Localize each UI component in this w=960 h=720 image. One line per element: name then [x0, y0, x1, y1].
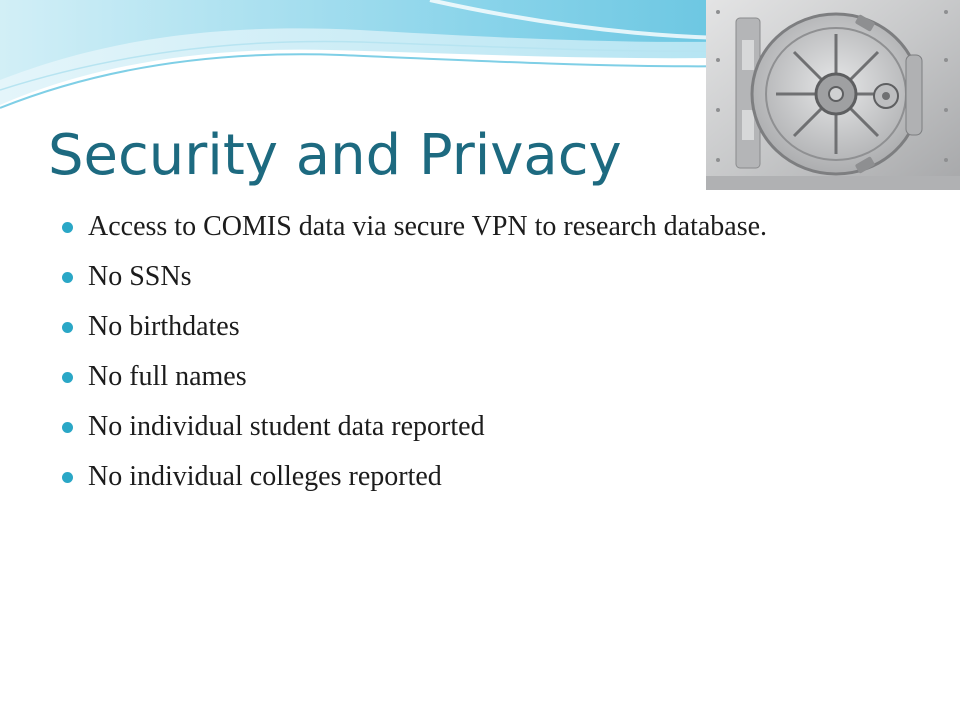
vault-door-image: [706, 0, 960, 190]
bullet-dot-icon: [62, 472, 73, 483]
bullet-dot-icon: [62, 322, 73, 333]
bullet-item: [62, 308, 822, 346]
bullet-item: [62, 258, 822, 296]
bullet-item: [62, 358, 822, 396]
bullet-text: No individual colleges reported: [88, 461, 442, 492]
bullet-text: Access to COMIS data via secure VPN to research database.: [88, 211, 768, 242]
slide-title: Security and Privacy: [48, 123, 622, 188]
bullet-item: [62, 208, 822, 246]
bullet-text: No SSNs: [88, 261, 192, 292]
bullet-text: No full names: [88, 361, 247, 392]
bullet-text: No individual student data reported: [88, 411, 485, 442]
bullet-item: [62, 408, 822, 446]
bullet-dot-icon: [62, 222, 73, 233]
bullet-list: [62, 208, 822, 508]
bullet-item: [62, 458, 822, 496]
bullet-dot-icon: [62, 372, 73, 383]
bullet-text: No birthdates: [88, 311, 240, 342]
bullet-dot-icon: [62, 272, 73, 283]
bullet-dot-icon: [62, 422, 73, 433]
